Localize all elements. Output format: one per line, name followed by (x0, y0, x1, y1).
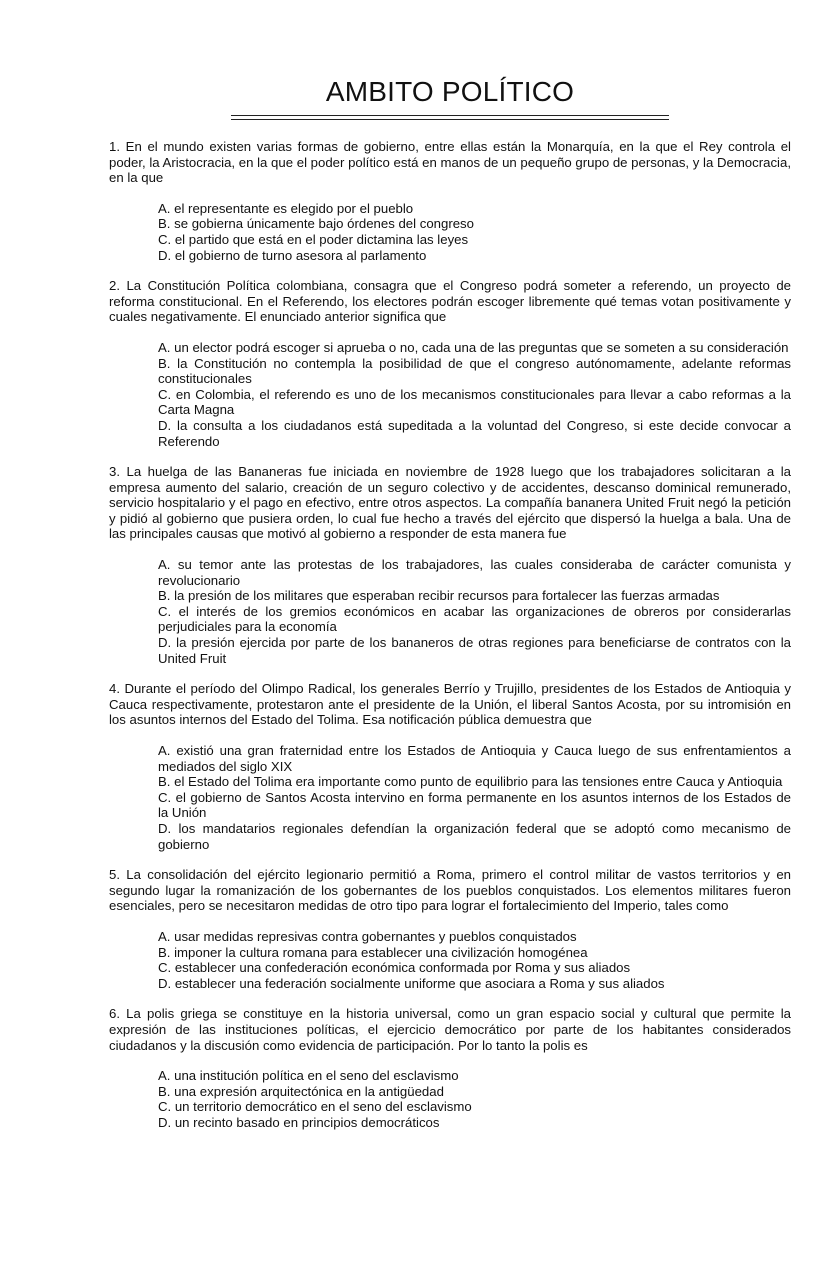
option-b: B. la Constitución no contempla la posibilidad de que el congreso autónomamente, adelante reformas constitucionales (158, 355, 791, 387)
answer-options (109, 340, 791, 449)
question-stem: 2. La Constitución Política colombiana, consagra que el Congreso podrá someter a referendo, un proyecto de reforma constitucional. En el Referendo, los electores podrán escoger libremente qué temas votan positivamente y cuales negativamente. El enunciado anterior significa que (109, 278, 791, 325)
option-d: D. un recinto basado en principios democráticos (158, 1114, 440, 1130)
option-b: B. el Estado del Tolima era importante como punto de equilibrio para las tensiones entre Cauca y Antioquia (158, 774, 783, 790)
answer-options (109, 201, 791, 263)
option-b: B. la presión de los militares que esperaban recibir recursos para fortalecer las fuerzas armadas (158, 588, 720, 604)
question-6 (109, 1006, 791, 1130)
document-page (109, 0, 791, 1145)
option-a: A. un elector podrá escoger si aprueba o no, cada una de las preguntas que se someten a su consideración (158, 339, 789, 355)
option-b: B. se gobierna únicamente bajo órdenes del congreso (158, 216, 474, 232)
answer-options (109, 743, 791, 852)
question-stem: 6. La polis griega se constituye en la historia universal, como un gran espacio social y cultural que permite la expresión de las instituciones políticas, el ejercicio democrático por parte de los habitantes considerados ciudadanos y la discusión como evidencia de participación. Por lo tanto la polis es (109, 1006, 791, 1053)
option-b: B. una expresión arquitectónica en la antigüedad (158, 1083, 444, 1099)
question-2 (109, 278, 791, 449)
option-d: D. la consulta a los ciudadanos está supeditada a la voluntad del Congreso, si este decide convocar a Referendo (158, 417, 791, 449)
option-a: A. el representante es elegido por el pueblo (158, 200, 414, 216)
question-stem: 3. La huelga de las Bananeras fue iniciada en noviembre de 1928 luego que los trabajadores solicitaran a la empresa aumento del salario, creación de un seguro colectivo y de accidentes, descanso dominical remunerado, servicio hospitalario y el pago en efectivo, entre otros aspectos. La compañía bananera United Fruit negó la petición y pidió al gobierno que pusiera orden, lo cual fue hecho a través del ejército que dispersó la huelga a bala. Una de las principales causas que motivó al gobierno a responder de esta manera fue (109, 464, 791, 542)
option-c: C. establecer una confederación económica conformada por Roma y sus aliados (158, 960, 631, 976)
question-3 (109, 464, 791, 666)
option-d: D. los mandatarios regionales defendían la organización federal que se adoptó como mecanismo de gobierno (158, 820, 791, 852)
option-a: A. existió una gran fraternidad entre los Estados de Antioquia y Cauca luego de sus enfrentamientos a mediados del siglo XIX (158, 743, 791, 774)
option-a: A. usar medidas represivas contra gobernantes y pueblos conquistados (158, 928, 577, 944)
option-d: D. establecer una federación socialmente uniforme que asociara a Roma y sus aliados (158, 975, 665, 991)
answer-options (109, 557, 791, 666)
question-5 (109, 867, 791, 991)
title-double-underline (231, 115, 669, 120)
page-title: AMBITO POLÍTICO (325, 76, 575, 107)
answer-options (109, 1068, 791, 1130)
question-stem: 4. Durante el período del Olimpo Radical, los generales Berrío y Trujillo, presidentes de los Estados de Antioquia y Cauca respectivamente, protestaron ante el presidente de la Unión, el liberal Santos Acosta, por su intromisión en los asuntos internos del Estado del Tolima. Esa notificación pública demuestra que (109, 681, 791, 728)
option-d: D. el gobierno de turno asesora al parlamento (158, 247, 427, 263)
question-list (109, 139, 791, 1130)
question-4 (109, 681, 791, 852)
option-a: A. una institución política en el seno del esclavismo (158, 1068, 459, 1084)
option-d: D. la presión ejercida por parte de los bananeros de otras regiones para beneficiarse de contratos con la United Fruit (158, 635, 791, 666)
option-c: C. el partido que está en el poder dictamina las leyes (158, 231, 469, 247)
question-stem: 5. La consolidación del ejército legionario permitió a Roma, primero el control militar de vastos territorios y en segundo lugar la romanización de los gobernantes de los pueblos conquistados. Los elementos militares fueron esenciales, pero se necesitaron medidas de otro tipo para lograr el fortalecimiento del Imperio, tales como (109, 867, 791, 914)
option-c: C. en Colombia, el referendo es uno de los mecanismos constitucionales para llevar a cabo reformas a la Carta Magna (158, 386, 791, 418)
option-b: B. imponer la cultura romana para establecer una civilización homogénea (158, 944, 588, 960)
option-a: A. su temor ante las protestas de los trabajadores, las cuales consideraba de carácter comunista y revolucionario (158, 557, 791, 588)
option-c: C. un territorio democrático en el seno del esclavismo (158, 1099, 472, 1115)
title-rule-line (231, 115, 669, 116)
option-c: C. el gobierno de Santos Acosta intervino en forma permanente en los asuntos internos de los Estados de la Unión (158, 789, 791, 821)
option-c: C. el interés de los gremios económicos en acabar las organizaciones de obreros por considerarlas perjudiciales para la economía (158, 603, 791, 635)
question-stem: 1. En el mundo existen varias formas de gobierno, entre ellas están la Monarquía, en la que el Rey controla el poder, la Aristocracia, en la que el poder político está en manos de un pequeño grupo de personas, y la Democracia, en la que (109, 139, 791, 186)
title-rule-line (231, 119, 669, 120)
answer-options (109, 929, 791, 991)
question-1 (109, 139, 791, 263)
